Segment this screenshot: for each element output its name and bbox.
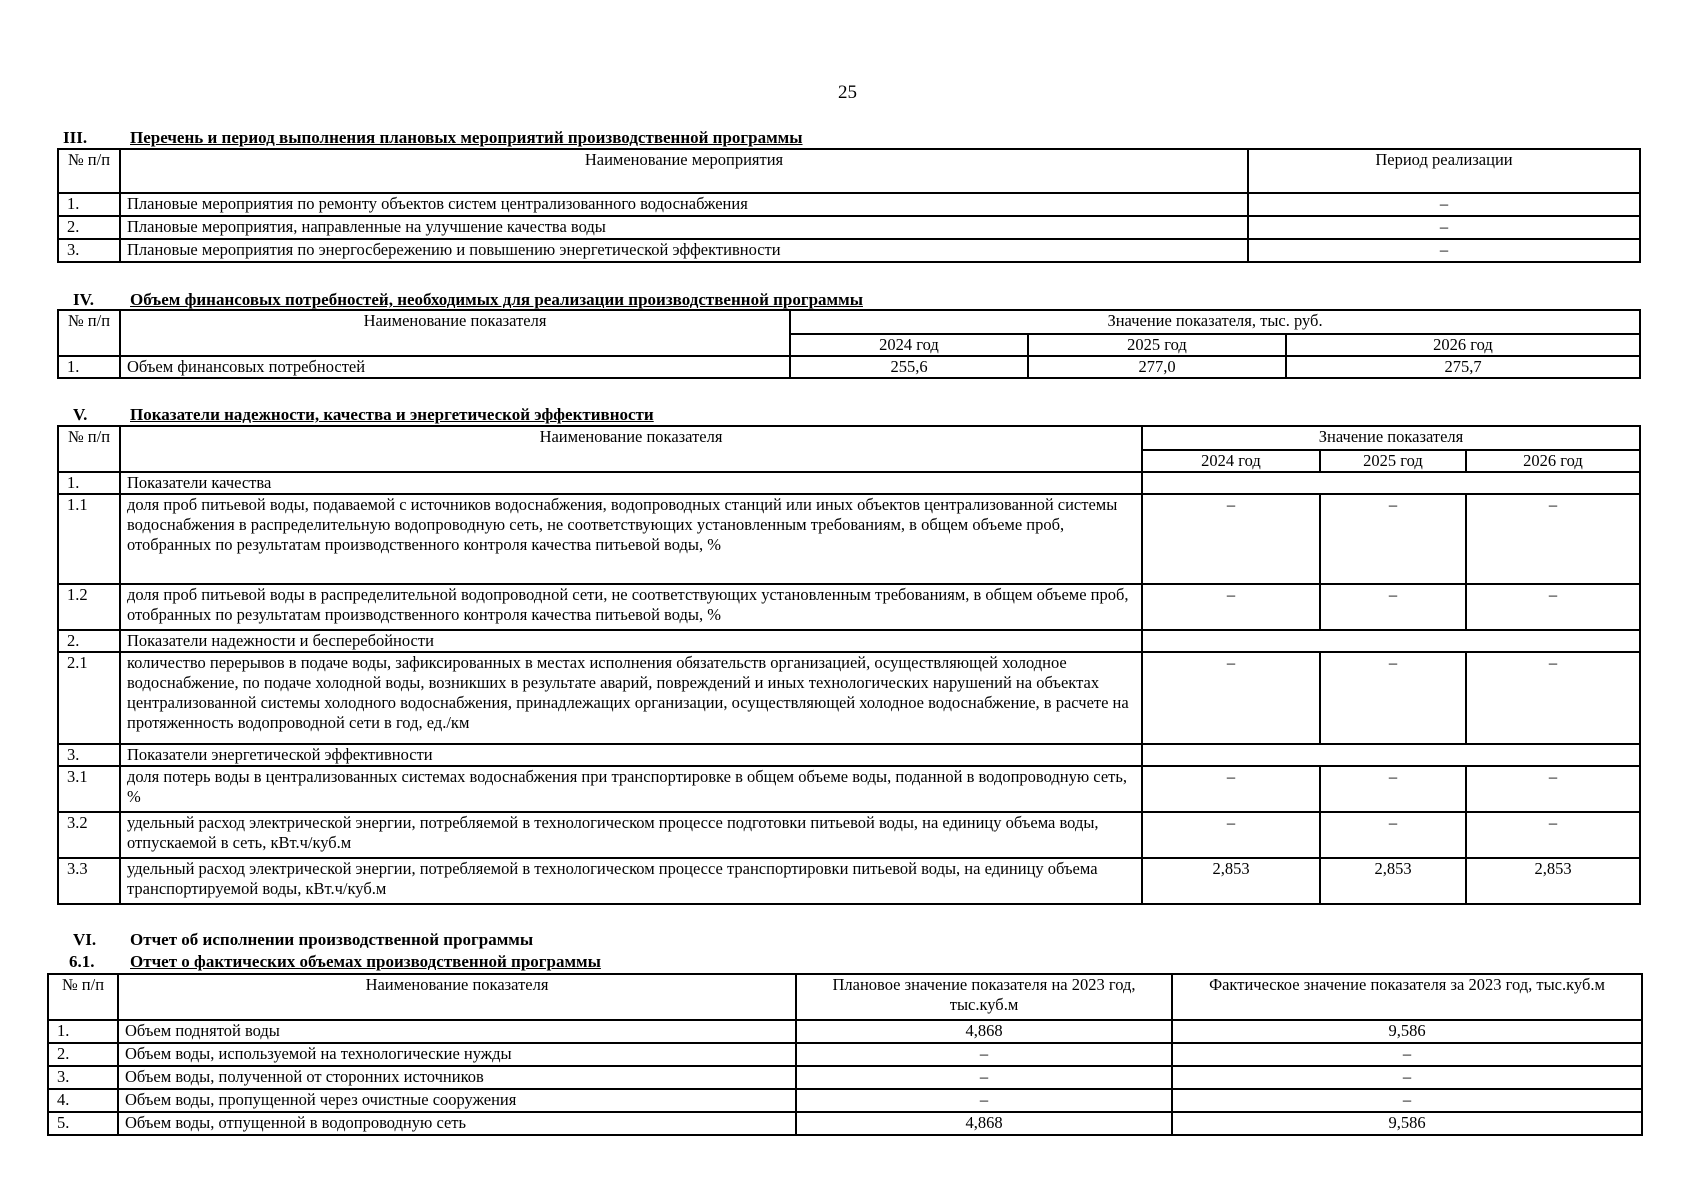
row-num: 2.	[58, 630, 120, 652]
value-2026: –	[1466, 494, 1640, 584]
header-value: Значение показателя	[1142, 426, 1640, 450]
section-5-table	[57, 425, 1641, 905]
row-num: 1.	[58, 472, 120, 494]
header-name: Наименование показателя	[118, 974, 796, 1020]
section-3-table	[57, 148, 1641, 263]
row-num: 1.1	[58, 494, 120, 584]
value-2025: –	[1320, 584, 1466, 630]
header-num: № п/п	[48, 974, 118, 1020]
table-row	[48, 1043, 1642, 1066]
header-2024: 2024 год	[1142, 450, 1320, 472]
row-name: Показатели энергетической эффективности	[120, 744, 1142, 766]
row-num: 2.	[48, 1043, 118, 1066]
table-row	[58, 858, 1640, 904]
value-2024: 255,6	[790, 356, 1028, 378]
header-2025: 2025 год	[1028, 334, 1286, 356]
row-name: Объем воды, используемой на технологические нужды	[118, 1043, 796, 1066]
section-5-number: V.	[73, 405, 88, 424]
row-num: 5.	[48, 1112, 118, 1135]
table-header-row	[58, 426, 1640, 450]
row-num: 1.	[48, 1020, 118, 1043]
header-period: Период реализации	[1248, 149, 1640, 193]
table-row	[58, 766, 1640, 812]
table-row	[58, 216, 1640, 239]
value-2026: –	[1466, 812, 1640, 858]
group-row	[58, 630, 1640, 652]
header-2026: 2026 год	[1286, 334, 1640, 356]
section-6-1-number: 6.1.	[69, 952, 95, 971]
table-row	[58, 812, 1640, 858]
value-2025: –	[1320, 494, 1466, 584]
row-period: –	[1248, 239, 1640, 262]
section-4-title: Объем финансовых потребностей, необходимых для реализации производственной программы	[130, 290, 863, 309]
empty-cell	[1142, 472, 1640, 494]
plan-value: –	[796, 1066, 1172, 1089]
row-num: 4.	[48, 1089, 118, 1112]
value-2024: –	[1142, 652, 1320, 744]
row-num: 3.	[58, 239, 120, 262]
table-header-row	[58, 149, 1640, 193]
section-4-table	[57, 309, 1641, 379]
row-period: –	[1248, 193, 1640, 216]
header-2024: 2024 год	[790, 334, 1028, 356]
section-4-number: IV.	[73, 290, 94, 309]
section-6-table	[47, 973, 1643, 1136]
value-2026: 2,853	[1466, 858, 1640, 904]
header-name: Наименование мероприятия	[120, 149, 1248, 193]
section-5-title: Показатели надежности, качества и энергетической эффективности	[130, 405, 654, 424]
row-num: 2.1	[58, 652, 120, 744]
value-2026: –	[1466, 652, 1640, 744]
section-6-number: VI.	[73, 930, 97, 949]
table-row	[58, 494, 1640, 584]
header-fact: Фактическое значение показателя за 2023 год, тыс.куб.м	[1172, 974, 1642, 1020]
row-num: 3.2	[58, 812, 120, 858]
fact-value: 9,586	[1172, 1020, 1642, 1043]
value-2026: –	[1466, 584, 1640, 630]
table-row	[58, 652, 1640, 744]
table-row	[58, 193, 1640, 216]
value-2026: 275,7	[1286, 356, 1640, 378]
section-3-title: Перечень и период выполнения плановых мероприятий производственной программы	[130, 128, 803, 147]
row-num: 2.	[58, 216, 120, 239]
header-2026: 2026 год	[1466, 450, 1640, 472]
row-num: 3.1	[58, 766, 120, 812]
header-value: Значение показателя, тыс. руб.	[790, 310, 1640, 334]
table-row	[48, 1089, 1642, 1112]
value-2024: –	[1142, 494, 1320, 584]
group-row	[58, 472, 1640, 494]
value-2024: –	[1142, 812, 1320, 858]
section-3-number: III.	[63, 128, 88, 147]
value-2025: –	[1320, 812, 1466, 858]
section-6-title: Отчет об исполнении производственной программы	[130, 930, 534, 949]
row-num: 1.	[58, 356, 120, 378]
row-name: удельный расход электрической энергии, потребляемой в технологическом процессе транспортировки питьевой воды, на единицу объема транспортируемой воды, кВт.ч/куб.м	[120, 858, 1142, 904]
row-num: 3.3	[58, 858, 120, 904]
row-period: –	[1248, 216, 1640, 239]
row-name: Показатели качества	[120, 472, 1142, 494]
section-6-1-title: Отчет о фактических объемах производственной программы	[130, 952, 601, 971]
row-name: Объем воды, полученной от сторонних источников	[118, 1066, 796, 1089]
row-name: Плановые мероприятия по ремонту объектов систем централизованного водоснабжения	[120, 193, 1248, 216]
plan-value: 4,868	[796, 1112, 1172, 1135]
value-2025: –	[1320, 652, 1466, 744]
row-name: Объем финансовых потребностей	[120, 356, 790, 378]
empty-cell	[1142, 744, 1640, 766]
table-row	[48, 1112, 1642, 1135]
row-name: доля проб питьевой воды в распределительной водопроводной сети, не соответствующих установленным требованиям, в общем объеме проб, отобранных по результатам производственного контроля качества питьевой воды, %	[120, 584, 1142, 630]
header-num: № п/п	[58, 149, 120, 193]
plan-value: –	[796, 1043, 1172, 1066]
header-2025: 2025 год	[1320, 450, 1466, 472]
header-num: № п/п	[58, 426, 120, 472]
value-2025: 277,0	[1028, 356, 1286, 378]
value-2024: –	[1142, 766, 1320, 812]
row-name: Объем воды, пропущенной через очистные сооружения	[118, 1089, 796, 1112]
fact-value: –	[1172, 1066, 1642, 1089]
value-2026: –	[1466, 766, 1640, 812]
row-name: количество перерывов в подаче воды, зафиксированных в местах исполнения обязательств организацией, осуществляющей холодное водоснабжение, по подаче холодной воды, возникших в результате аварий, повреждений и иных технологических нарушений на объектах централизованной системы холодного водоснабжения, принадлежащих организации, осуществляющей холодное водоснабжение, в расчете на протяженность водопроводной сети в год, ед./км	[120, 652, 1142, 744]
header-num: № п/п	[58, 310, 120, 356]
row-name: доля проб питьевой воды, подаваемой с источников водоснабжения, водопроводных станций или иных объектов централизованной системы водоснабжения в распределительную водопроводную сеть, не соответствующих установленным требованиям, в общем объеме проб, отобранных по результатам производственного контроля качества питьевой воды, %	[120, 494, 1142, 584]
table-row	[48, 1066, 1642, 1089]
row-name: Объем поднятой воды	[118, 1020, 796, 1043]
row-name: удельный расход электрической энергии, потребляемой в технологическом процессе подготовки питьевой воды, на единицу объема воды, отпускаемой в сеть, кВт.ч/куб.м	[120, 812, 1142, 858]
plan-value: –	[796, 1089, 1172, 1112]
value-2025: –	[1320, 766, 1466, 812]
table-header-row	[48, 974, 1642, 1020]
header-plan: Плановое значение показателя на 2023 год, тыс.куб.м	[796, 974, 1172, 1020]
table-header-row	[58, 310, 1640, 334]
value-2024: 2,853	[1142, 858, 1320, 904]
table-row	[58, 356, 1640, 378]
header-name: Наименование показателя	[120, 310, 790, 356]
fact-value: –	[1172, 1043, 1642, 1066]
value-2025: 2,853	[1320, 858, 1466, 904]
row-name: Объем воды, отпущенной в водопроводную сеть	[118, 1112, 796, 1135]
value-2024: –	[1142, 584, 1320, 630]
row-num: 1.	[58, 193, 120, 216]
row-num: 1.2	[58, 584, 120, 630]
row-num: 3.	[58, 744, 120, 766]
table-row	[58, 584, 1640, 630]
plan-value: 4,868	[796, 1020, 1172, 1043]
page-number: 25	[838, 82, 857, 103]
table-row	[48, 1020, 1642, 1043]
header-name: Наименование показателя	[120, 426, 1142, 472]
row-name: доля потерь воды в централизованных системах водоснабжения при транспортировке в общем объеме воды, поданной в водопроводную сеть, %	[120, 766, 1142, 812]
row-name: Плановые мероприятия, направленные на улучшение качества воды	[120, 216, 1248, 239]
table-row	[58, 239, 1640, 262]
row-name: Плановые мероприятия по энергосбережению и повышению энергетической эффективности	[120, 239, 1248, 262]
row-name: Показатели надежности и бесперебойности	[120, 630, 1142, 652]
empty-cell	[1142, 630, 1640, 652]
fact-value: 9,586	[1172, 1112, 1642, 1135]
group-row	[58, 744, 1640, 766]
row-num: 3.	[48, 1066, 118, 1089]
fact-value: –	[1172, 1089, 1642, 1112]
